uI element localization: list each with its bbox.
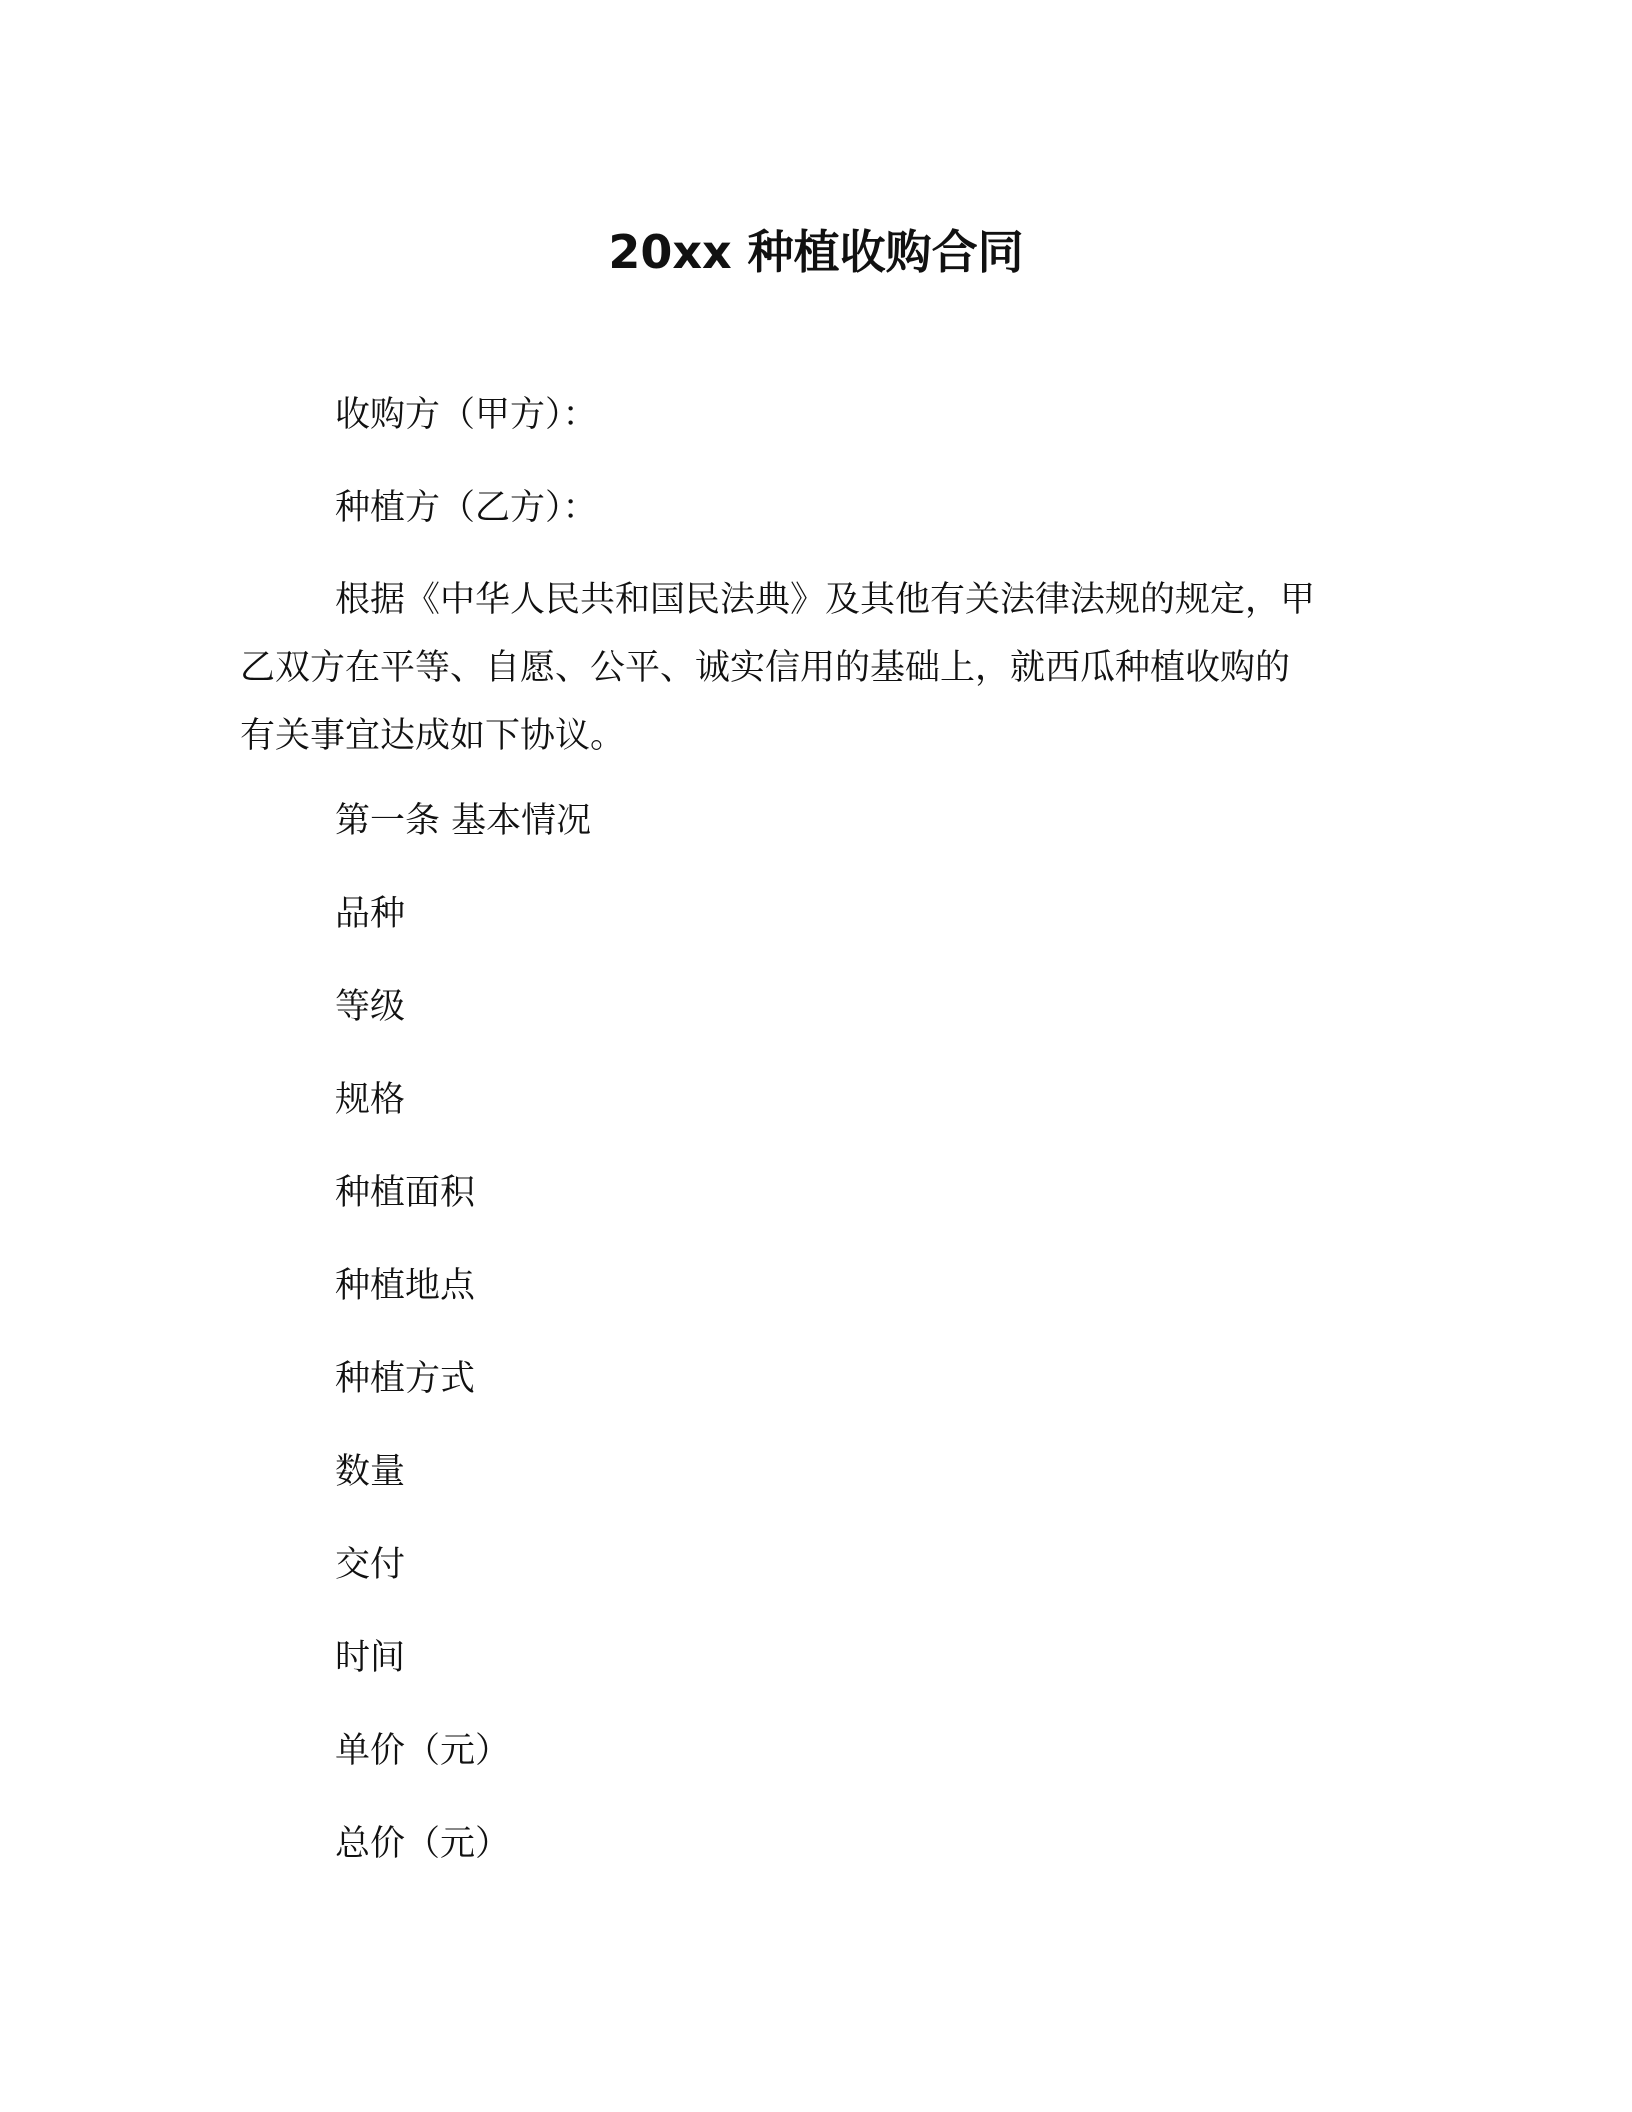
preamble-line-3: 有关事宜达成如下协议。 [240, 716, 626, 756]
field-specification: 规格 [335, 1080, 406, 1120]
field-variety: 品种 [335, 894, 406, 934]
field-quantity: 数量 [335, 1452, 406, 1492]
preamble-paragraph [240, 566, 1380, 770]
party-a-label: 收购方（甲方）： [335, 395, 598, 435]
document-title: 20xx 种植收购合同 [608, 225, 1024, 279]
article-1-heading: 第一条 基本情况 [335, 801, 592, 841]
field-unit-price: 单价（元） [335, 1731, 511, 1771]
field-planting-location: 种植地点 [335, 1266, 476, 1306]
field-time: 时间 [335, 1638, 406, 1678]
field-total-price: 总价（元） [335, 1824, 511, 1864]
field-delivery: 交付 [335, 1545, 406, 1585]
preamble-line-1: 根据《中华人民共和国民法典》及其他有关法律法规的规定，甲 [335, 580, 1316, 620]
field-planting-method: 种植方式 [335, 1359, 476, 1399]
field-grade: 等级 [335, 987, 406, 1027]
preamble-line-2: 乙双方在平等、自愿、公平、诚实信用的基础上，就西瓜种植收购的 [240, 648, 1291, 688]
field-planting-area: 种植面积 [335, 1173, 476, 1213]
party-b-label: 种植方（乙方）： [335, 488, 598, 528]
